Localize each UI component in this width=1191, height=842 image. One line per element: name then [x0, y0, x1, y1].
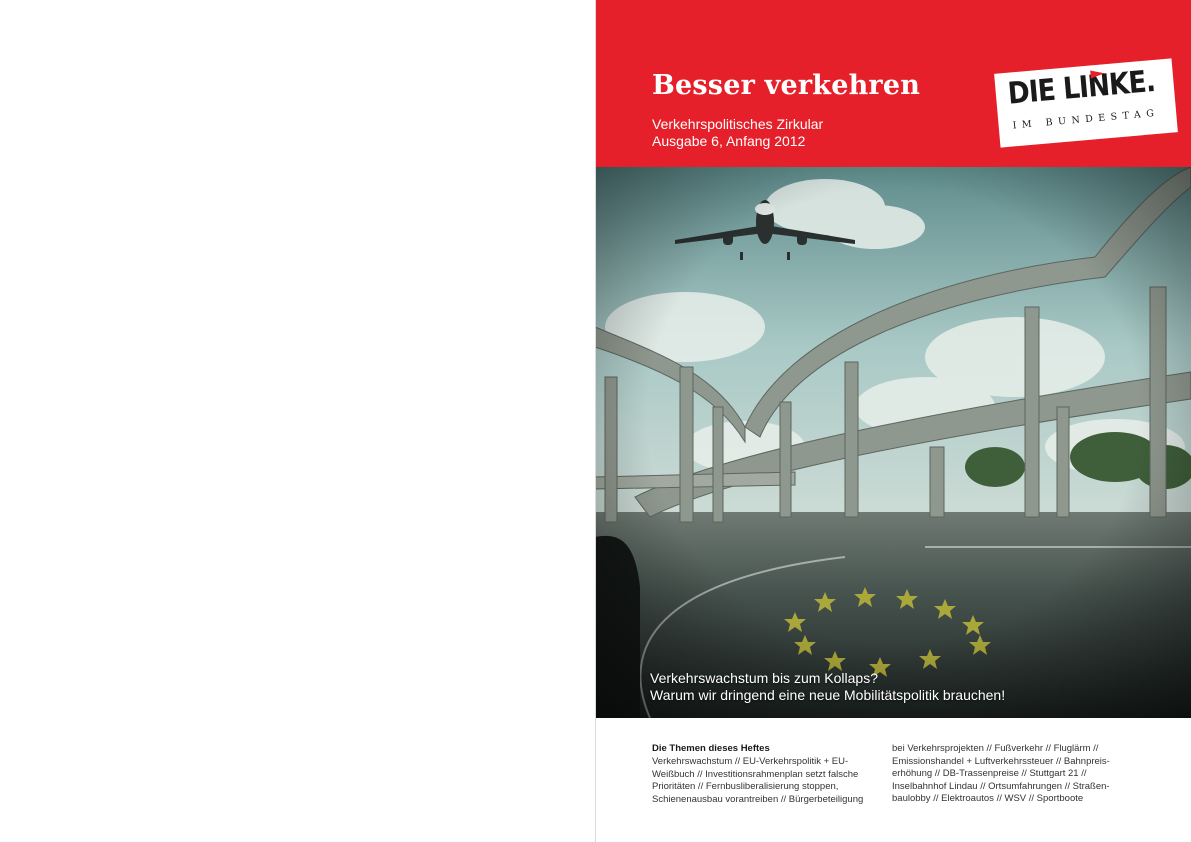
- topics-line: Schienenausbau vorantreiben // Bürgerbeteiligung: [652, 793, 864, 805]
- tagline-statement: Warum wir dringend eine neue Mobilitätspolitik brauchen!: [650, 687, 1006, 703]
- topics-line: bei Verkehrsprojekten // Fußverkehr // Fluglärm //: [892, 743, 1099, 754]
- topics-line: Weißbuch // Investitionsrahmenplan setzt falsche: [652, 768, 859, 780]
- topics-list-right: [892, 743, 1110, 806]
- die-linke-logo: [994, 58, 1178, 147]
- topics-line: Inselbahnhof Lindau // Ortsumfahrungen // Straßen-: [892, 780, 1110, 792]
- topics-line: Prioritäten // Fernbusliberalisierung stoppen,: [652, 781, 839, 792]
- cover-tagline: [650, 670, 1005, 704]
- tagline-question: Verkehrswachstum bis zum Kollaps?: [650, 670, 878, 686]
- topics-line: erhöhung // DB-Trassenpreise // Stuttgart 21 //: [892, 768, 1087, 779]
- cover-title: Besser verkehren: [652, 70, 921, 101]
- cover-subtitle: [652, 116, 823, 150]
- highway-airplane-illustration: [595, 167, 1191, 718]
- logo-subline: IM BUNDESTAG: [1012, 107, 1160, 132]
- page-divider: [595, 0, 596, 842]
- logo-flag-icon: [1090, 69, 1105, 78]
- cover-header: [595, 0, 1191, 167]
- topics-line: baulobby // Elektroautos // WSV // Sportboote: [892, 793, 1084, 804]
- topics-line: Emissionshandel + Luftverkehrssteuer // Bahnpreis-: [892, 755, 1110, 767]
- topics-line: Verkehrswachstum // EU-Verkehrspolitik + EU-: [652, 756, 849, 767]
- cover-photo: [595, 167, 1191, 718]
- logo-wordmark: DIE LINKE.: [1006, 63, 1157, 112]
- topics-heading: Die Themen dieses Heftes: [652, 743, 770, 754]
- blank-back-page: [0, 0, 595, 842]
- topics-list-left: [652, 756, 863, 806]
- subtitle-publication: Verkehrspolitisches Zirkular: [652, 116, 824, 132]
- subtitle-issue: Ausgabe 6, Anfang 2012: [652, 133, 806, 149]
- vignette: [595, 167, 1191, 718]
- cover-page: [595, 0, 1191, 842]
